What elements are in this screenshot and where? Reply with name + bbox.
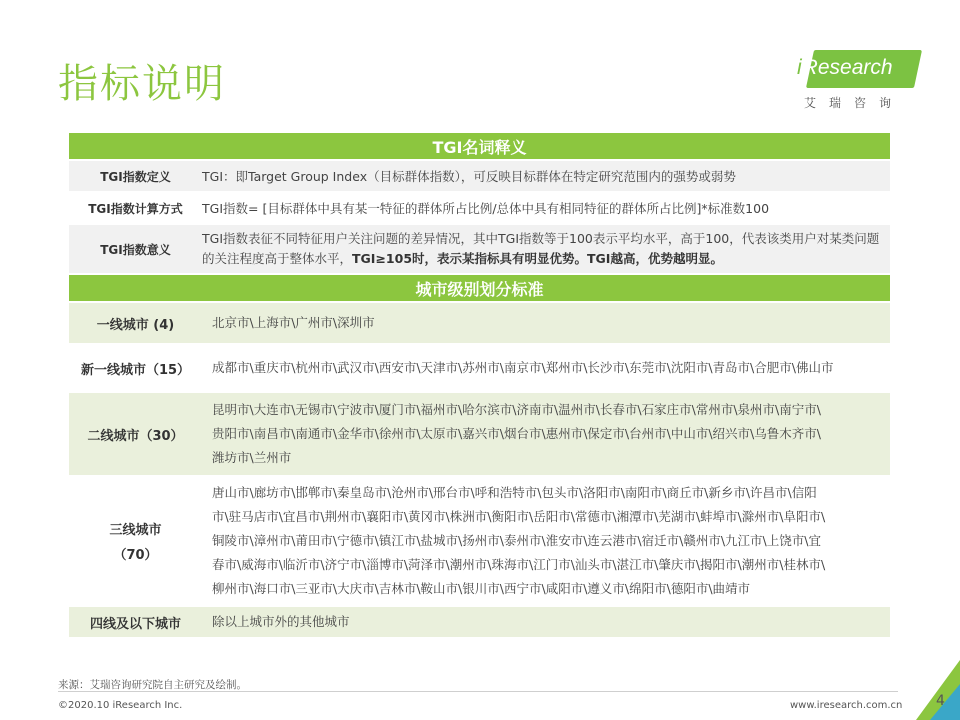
table-row (69, 193, 890, 223)
tier2-label: 二线城市（30） (69, 393, 202, 475)
logo-subtitle: 艾瑞咨询 (804, 96, 905, 110)
copyright: ©2020.10 iResearch Inc. (58, 700, 183, 711)
table-row (69, 303, 890, 343)
tier3-line: 春市\威海市\临沂市\济宁市\淄博市\菏泽市\潮州市\珠海市\江门市\汕头市\湛江市\肇庆市\揭阳市\潮州市\桂林市\ (212, 557, 826, 572)
tier1-label: 一线城市 (4) (69, 303, 202, 343)
new-tier1-label: 新一线城市（15） (69, 345, 202, 391)
indicator-table (69, 131, 890, 639)
page-title: 指标说明 (58, 61, 226, 107)
tgi-definition-label: TGI指数定义 (69, 161, 202, 191)
tier3-label (69, 477, 202, 605)
tier3-label-line2: （70） (113, 548, 158, 563)
logo-i: i (797, 56, 802, 79)
tier2-line: 昆明市\大连市\无锡市\宁波市\厦门市\福州市\哈尔滨市\济南市\温州市\长春市\石家庄市\常州市\泉州市\南宁市\ (212, 402, 821, 417)
new-tier1-cities: 成都市\重庆市\杭州市\武汉市\西安市\天津市\苏州市\南京市\郑州市\长沙市\东莞市\沈阳市\青岛市\合肥市\佛山市 (202, 345, 890, 391)
tier2-line: 潍坊市\兰州市 (212, 450, 292, 465)
table-row (69, 393, 890, 475)
tgi-meaning-text: TGI指数表征不同特征用户关注问题的差异情况，其中TGI指数等于100表示平均水平，高于100，代表该类用户对某类问题的关注程度高于整体水平， (202, 231, 880, 266)
tier3-label-line1: 三线城市 (109, 523, 162, 538)
page-number: 4 (936, 693, 945, 709)
tier4-label: 四线及以下城市 (69, 607, 202, 637)
corner-decoration-blue (930, 684, 960, 720)
tgi-section-title: TGI名词释义 (69, 133, 890, 159)
tgi-formula-label: TGI指数计算方式 (69, 193, 202, 223)
tgi-section-header (69, 133, 890, 159)
logo-wordmark (796, 56, 893, 80)
tier3-line: 市\驻马店市\宜昌市\荆州市\襄阳市\黄冈市\株洲市\衡阳市\岳阳市\常德市\湘潭市\芜湖市\蚌埠市\滁州市\阜阳市\ (212, 509, 826, 524)
table-row (69, 345, 890, 391)
table-row (69, 225, 890, 273)
tgi-meaning-value (202, 225, 890, 273)
source-note: 来源：艾瑞咨询研究院自主研究及绘制。 (58, 679, 247, 691)
city-section-header (69, 275, 890, 301)
tgi-meaning-label: TGI指数意义 (69, 225, 202, 273)
tier3-line: 柳州市\海口市\三亚市\大庆市\吉林市\鞍山市\银川市\西宁市\咸阳市\遵义市\绵阳市\德阳市\曲靖市 (212, 581, 751, 596)
table-row (69, 477, 890, 605)
tier1-cities: 北京市\上海市\广州市\深圳市 (202, 303, 890, 343)
tier3-line: 唐山市\廊坊市\邯郸市\秦皇岛市\沧州市\邢台市\呼和浩特市\包头市\洛阳市\南阳市\商丘市\新乡市\许昌市\信阳 (212, 485, 817, 500)
logo-research-text: Research (802, 56, 893, 79)
tgi-definition-value: TGI：即Target Group Index（目标群体指数），可反映目标群体在特定研究范围内的强势或弱势 (202, 161, 890, 191)
iresearch-logo (790, 50, 920, 112)
footer-divider (58, 691, 898, 692)
table-row (69, 161, 890, 191)
tier2-line: 贵阳市\南昌市\南通市\金华市\徐州市\太原市\嘉兴市\烟台市\惠州市\保定市\台州市\中山市\绍兴市\乌鲁木齐市\ (212, 426, 821, 441)
table-row (69, 607, 890, 637)
city-section-title: 城市级别划分标准 (69, 275, 890, 301)
tier3-cities (202, 477, 890, 605)
tier3-line: 铜陵市\漳州市\莆田市\宁德市\镇江市\盐城市\扬州市\泰州市\淮安市\连云港市\宿迁市\赣州市\九江市\上饶市\宜 (212, 533, 821, 548)
tgi-meaning-highlight: TGI≥105时，表示某指标具有明显优势。TGI越高，优势越明显。 (352, 251, 723, 266)
tier2-cities (202, 393, 890, 475)
website-link[interactable]: www.iresearch.com.cn (790, 700, 903, 711)
tgi-formula-value: TGI指数= [目标群体中具有某一特征的群体所占比例/总体中具有相同特征的群体所占比例]*标准数100 (202, 193, 890, 223)
tier4-cities: 除以上城市外的其他城市 (202, 607, 890, 637)
